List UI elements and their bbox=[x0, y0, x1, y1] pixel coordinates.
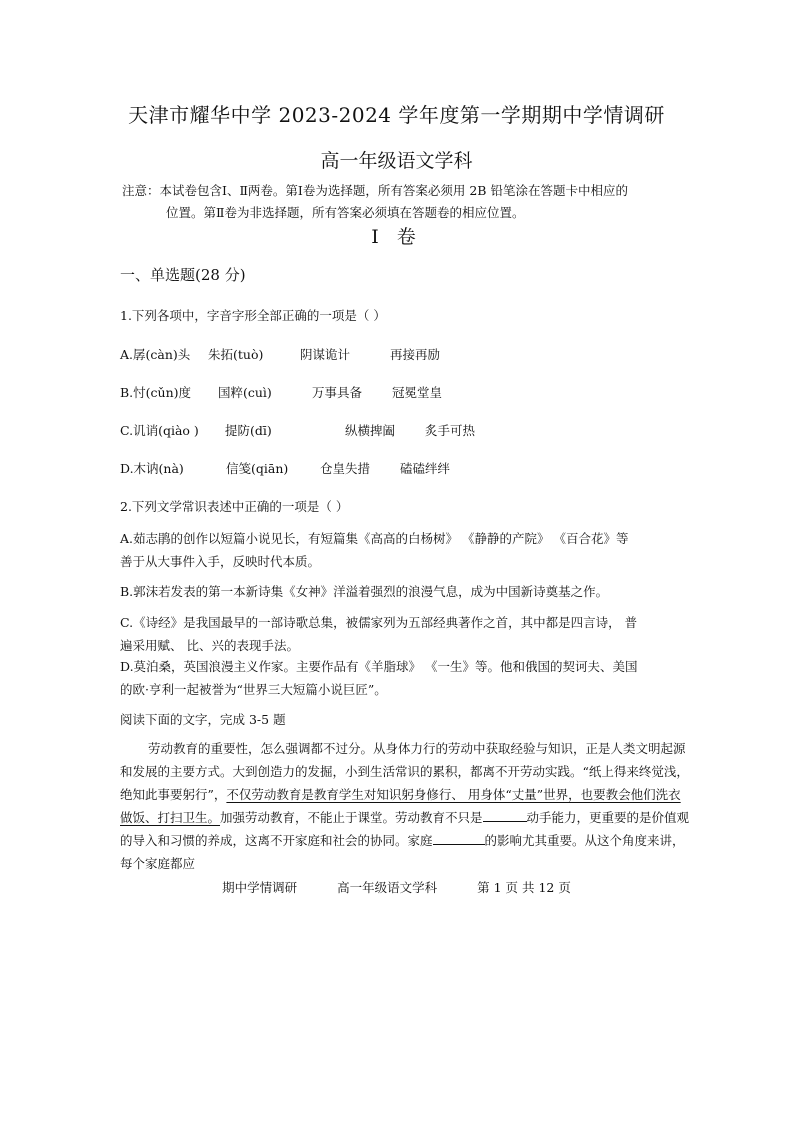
q1-a-item-1: A.孱(càn)头 bbox=[120, 347, 191, 362]
volume-heading: Ⅰ 卷 bbox=[371, 226, 422, 248]
reading-part-4: 的影响尤其重要。从这个角度来讲，每个家庭都应 bbox=[120, 833, 685, 871]
q2-c-line-1: C.《诗经》是我国最早的一部诗歌总集，被儒家列为五部经典著作之首，其中都是四言诗， 普 bbox=[120, 615, 638, 630]
q1-d-item-1: D.木讷(nà) bbox=[120, 461, 184, 476]
q2-option-d bbox=[120, 655, 684, 701]
q2-d-line-2: 的欧·亨利一起被誉为“世界三大短篇小说巨匠”。 bbox=[120, 682, 387, 697]
q1-d-item-4: 磕磕绊绊 bbox=[400, 461, 451, 476]
question-2-stem: 2.下列文学常识表述中正确的一项是（ ） bbox=[120, 499, 349, 514]
note-line-2: 位置。第Ⅱ卷为非选择题，所有答案必须填在答题卷的相应位置。 bbox=[166, 205, 525, 220]
q2-option-b bbox=[120, 580, 684, 603]
q1-c-item-2: 提防(dī) bbox=[225, 423, 272, 438]
page-footer bbox=[0, 878, 793, 896]
footer-page-number: 第 1 页 共 12 页 bbox=[477, 880, 571, 895]
q1-option-b bbox=[120, 383, 442, 401]
q1-c-item-1: C.讥诮(qiào ) bbox=[120, 423, 199, 438]
q1-option-d bbox=[120, 459, 450, 477]
section-heading: 一、单选题(28 分) bbox=[120, 266, 246, 284]
q1-d-item-3: 仓皇失措 bbox=[320, 461, 371, 476]
q1-a-item-2: 朱拓(tuò) bbox=[208, 347, 264, 362]
q2-option-a bbox=[120, 527, 684, 573]
footer-subject: 高一年级语文学科 bbox=[337, 880, 438, 895]
q2-a-line-2: 善于从大事件入手，反映时代本质。 bbox=[120, 554, 321, 569]
exam-subtitle: 高一年级语文学科 bbox=[320, 150, 473, 172]
q1-b-item-1: B.忖(cǔn)度 bbox=[120, 385, 192, 400]
q1-d-item-2: 信笺(qiān) bbox=[226, 461, 289, 476]
q1-b-item-4: 冠冕堂皇 bbox=[392, 385, 443, 400]
reading-part-1: 劳动教育的重要性，怎么强调都不过分。从身体力行的劳动中获取经验与知识，正是人类文明起源和发展的主要方式。大到创造力的发掘，小到生活常识的累积，都离不开劳动实践。“纸上得来终觉浅，绝知此事要躬行”， bbox=[120, 741, 689, 802]
q1-c-item-3: 纵横捭阖 bbox=[345, 423, 396, 438]
q1-a-item-4: 再接再励 bbox=[390, 347, 441, 362]
note-line-1: 注意：本试卷包含Ⅰ、Ⅱ两卷。第Ⅰ卷为选择题，所有答案必须用 2B 铅笔涂在答题卡中相应的 bbox=[122, 183, 628, 198]
q2-d-line-1: D.莫泊桑，英国浪漫主义作家。主要作品有《羊脂球》 《一生》等。他和俄国的契诃夫、美国 bbox=[120, 659, 638, 674]
q1-a-item-3: 阴谋诡计 bbox=[300, 347, 351, 362]
q2-b-line-1: B.郭沫若发表的第一本新诗集《女神》洋溢着强烈的浪漫气息，成为中国新诗奠基之作。 bbox=[120, 584, 609, 599]
footer-exam-name: 期中学情调研 bbox=[222, 880, 298, 895]
reading-part-2: 加强劳动教育，不能止于课堂。劳动教育不只是 bbox=[220, 810, 483, 825]
reading-underlined-sentence: 不仅劳动教育是教育学生对知识躬身修行、 用身体“丈量”世界，也要教会他们洗衣做饭、打扫卫生。 bbox=[120, 787, 681, 825]
reading-part-3: 动手能力，更重要的是价值观的导入和习惯的养成，这离不开家庭和社会的协同。家庭 bbox=[120, 810, 690, 848]
fill-blank-2[interactable] bbox=[433, 832, 485, 845]
q2-c-line-2: 遍采用赋、 比、兴的表现手法。 bbox=[120, 638, 299, 653]
q1-option-c bbox=[120, 421, 475, 439]
q1-b-item-2: 国粹(cuì) bbox=[218, 385, 272, 400]
q2-option-c bbox=[120, 611, 684, 657]
reading-passage bbox=[120, 737, 690, 875]
question-1-stem: 1.下列各项中，字音字形全部正确的一项是（ ） bbox=[120, 308, 386, 323]
q1-option-a bbox=[120, 345, 440, 363]
q1-c-item-4: 炙手可热 bbox=[425, 423, 476, 438]
fill-blank-1[interactable] bbox=[483, 809, 527, 822]
q2-a-line-1: A.茹志鹃的创作以短篇小说见长，有短篇集《高高的白杨树》 《静静的产院》 《百合花》等 bbox=[120, 531, 629, 546]
exam-note bbox=[122, 180, 682, 224]
q1-b-item-3: 万事具备 bbox=[312, 385, 363, 400]
reading-intro: 阅读下面的文字，完成 3-5 题 bbox=[120, 712, 286, 727]
exam-title: 天津市耀华中学 2023-2024 学年度第一学期期中学情调研 bbox=[128, 103, 665, 127]
